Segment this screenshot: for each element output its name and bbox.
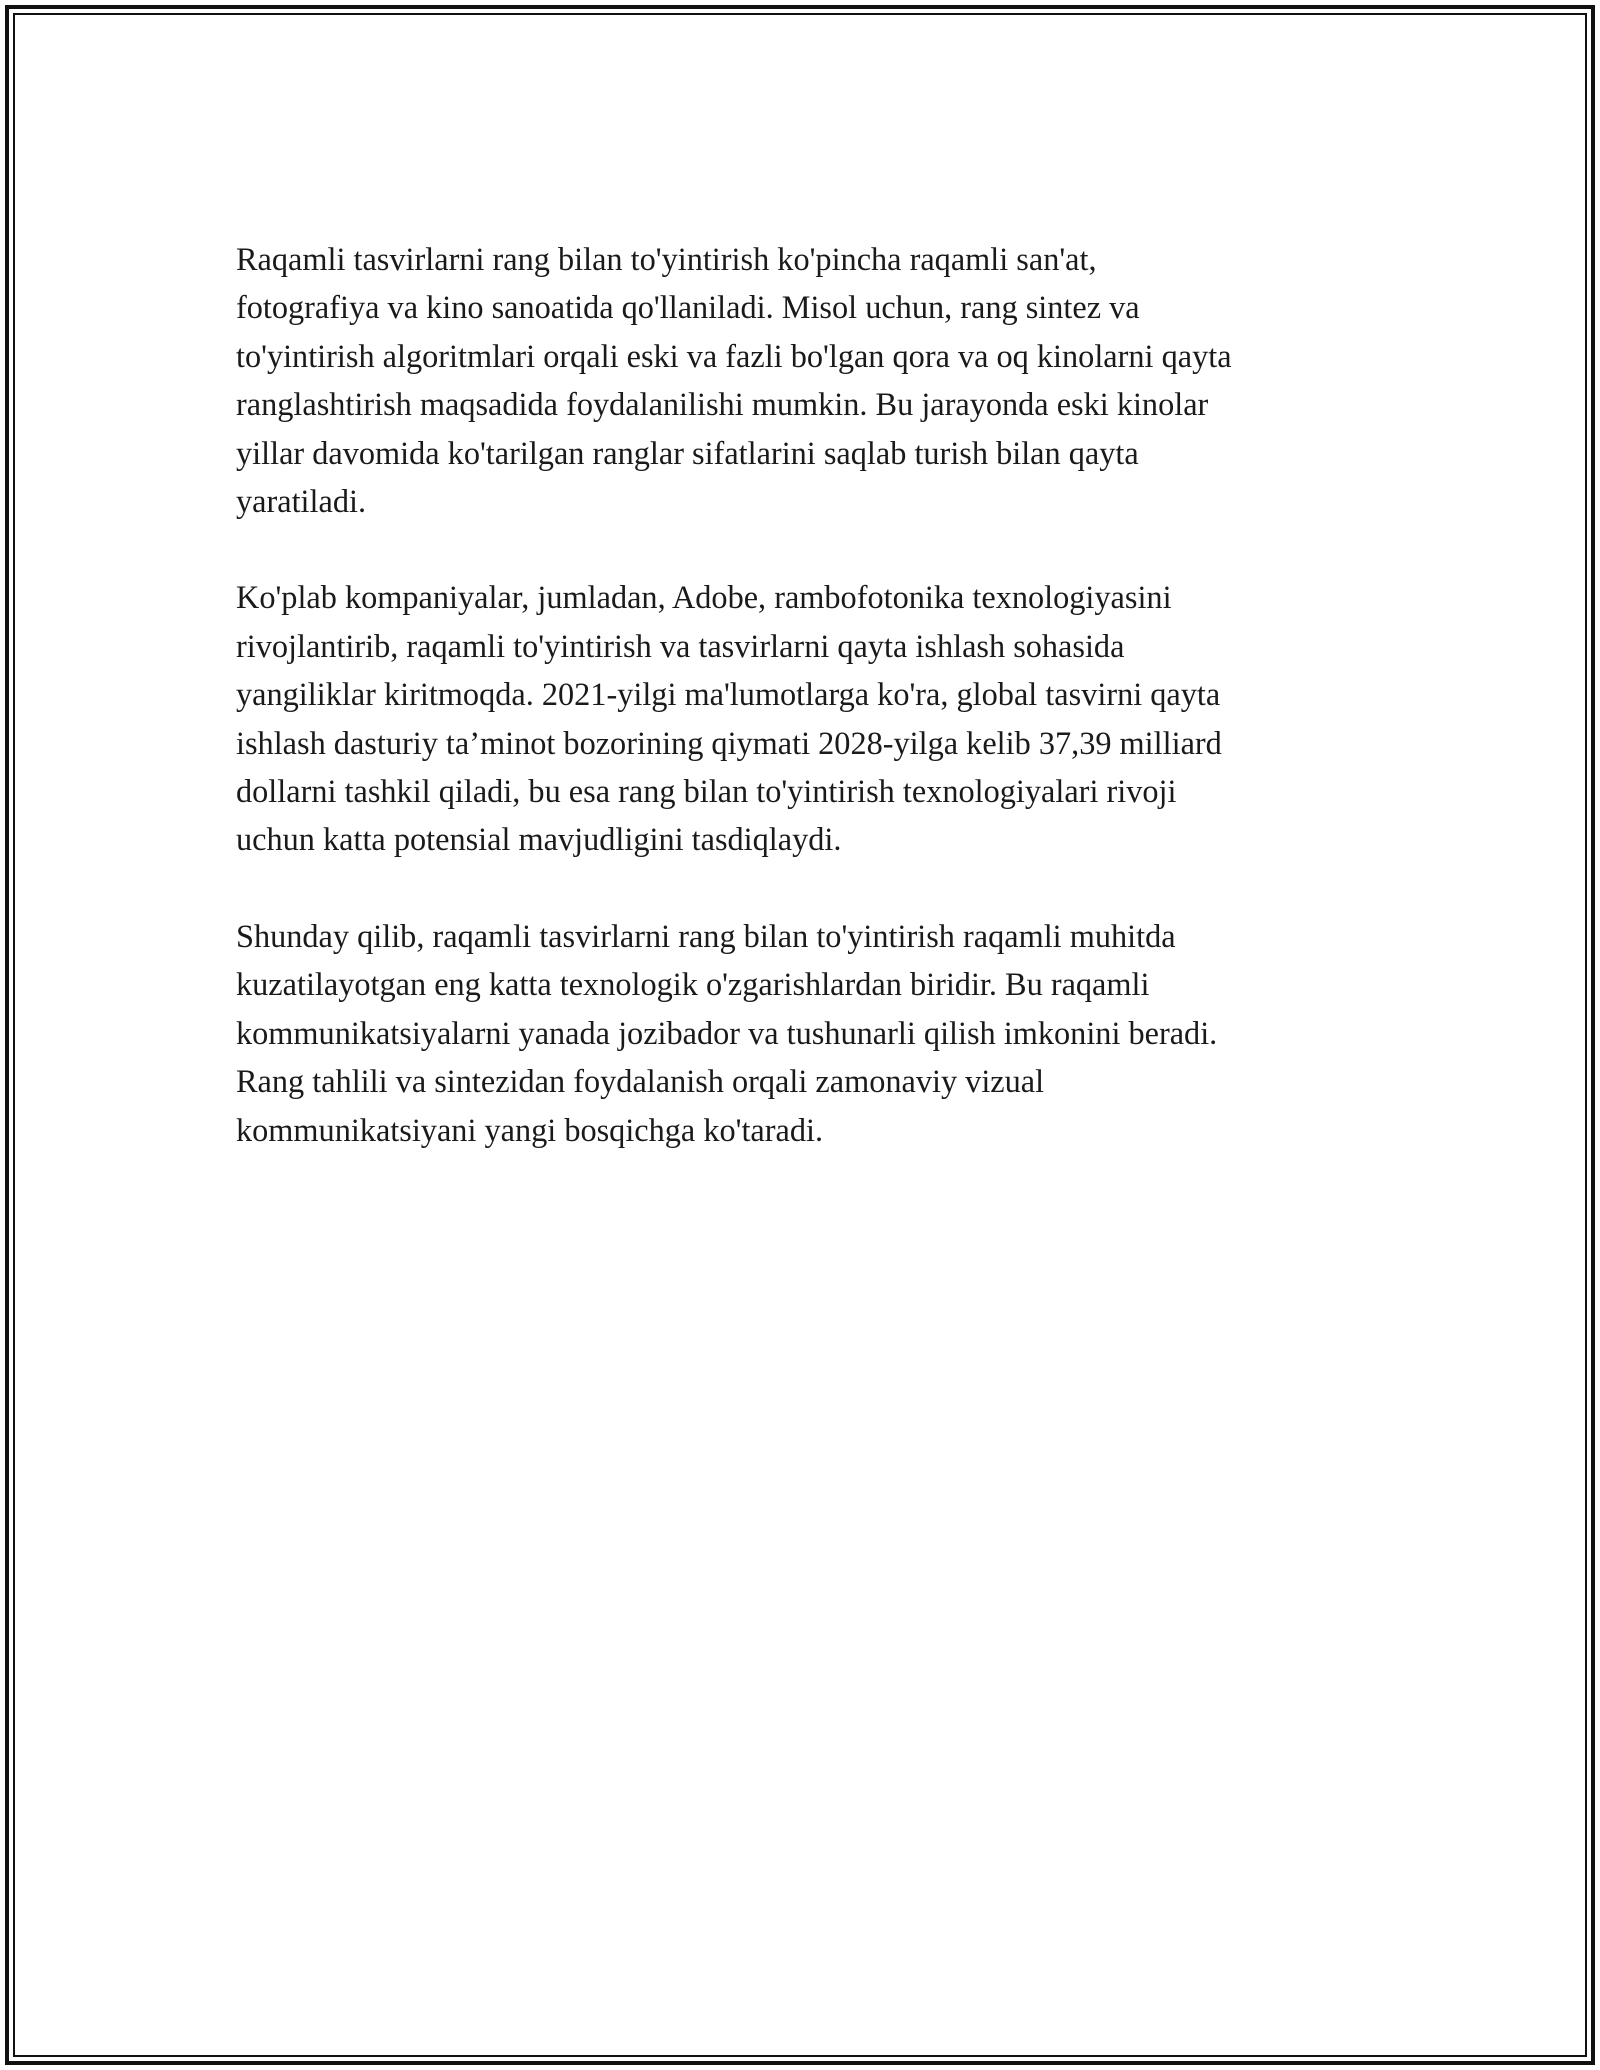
paragraph-1 bbox=[236, 235, 1376, 525]
text-line: Raqamli tasvirlarni rang bilan to'yintirish ko'pincha raqamli san'at, bbox=[236, 241, 1097, 277]
text-line: ranglashtirish maqsadida foydalanilishi mumkin. Bu jarayonda eski kinolar bbox=[236, 386, 1209, 423]
paragraph-2 bbox=[236, 573, 1376, 863]
paragraph-3 bbox=[236, 912, 1376, 1154]
text-line: yillar davomida ko'tarilgan ranglar sifatlarini saqlab turish bilan qayta bbox=[236, 434, 1139, 471]
text-line: rivojlantirib, raqamli to'yintirish va tasvirlarni qayta ishlash sohasida bbox=[236, 627, 1125, 664]
text-line: kuzatilayotgan eng katta texnologik o'zgarishlardan biridir. Bu raqamli bbox=[236, 966, 1150, 1003]
text-line: Rang tahlili va sintezidan foydalanish orqali zamonaviy vizual bbox=[236, 1063, 1045, 1100]
text-line: uchun katta potensial mavjudligini tasdiqlaydi. bbox=[236, 821, 842, 858]
text-line: yaratiladi. bbox=[236, 483, 367, 520]
text-line: fotografiya va kino sanoatida qo'llaniladi. Misol uchun, rang sintez va bbox=[236, 289, 1140, 326]
text-line: kommunikatsiyalarni yanada jozibador va tushunarli qilish imkonini beradi. bbox=[236, 1014, 1218, 1051]
text-line: Shunday qilib, raqamli tasvirlarni rang bilan to'yintirish raqamli muhitda bbox=[236, 917, 1176, 954]
text-line: to'yintirish algoritmlari orqali eski va fazli bo'lgan qora va oq kinolarni qayta bbox=[236, 337, 1232, 374]
text-line: Ko'plab kompaniyalar, jumladan, Adobe, rambofotonika texnologiyasini bbox=[236, 579, 1172, 616]
text-line: ishlash dasturiy ta’minot bozorining qiymati 2028-yilga kelib 37,39 milliard bbox=[236, 724, 1222, 761]
text-line: kommunikatsiyani yangi bosqichga ko'taradi. bbox=[236, 1111, 824, 1148]
document-body bbox=[236, 235, 1376, 1202]
text-line: yangiliklar kiritmoqda. 2021-yilgi ma'lumotlarga ko'ra, global tasvirni qayta bbox=[236, 676, 1221, 713]
text-line: dollarni tashkil qiladi, bu esa rang bilan to'yintirish texnologiyalari rivoji bbox=[236, 773, 1177, 810]
